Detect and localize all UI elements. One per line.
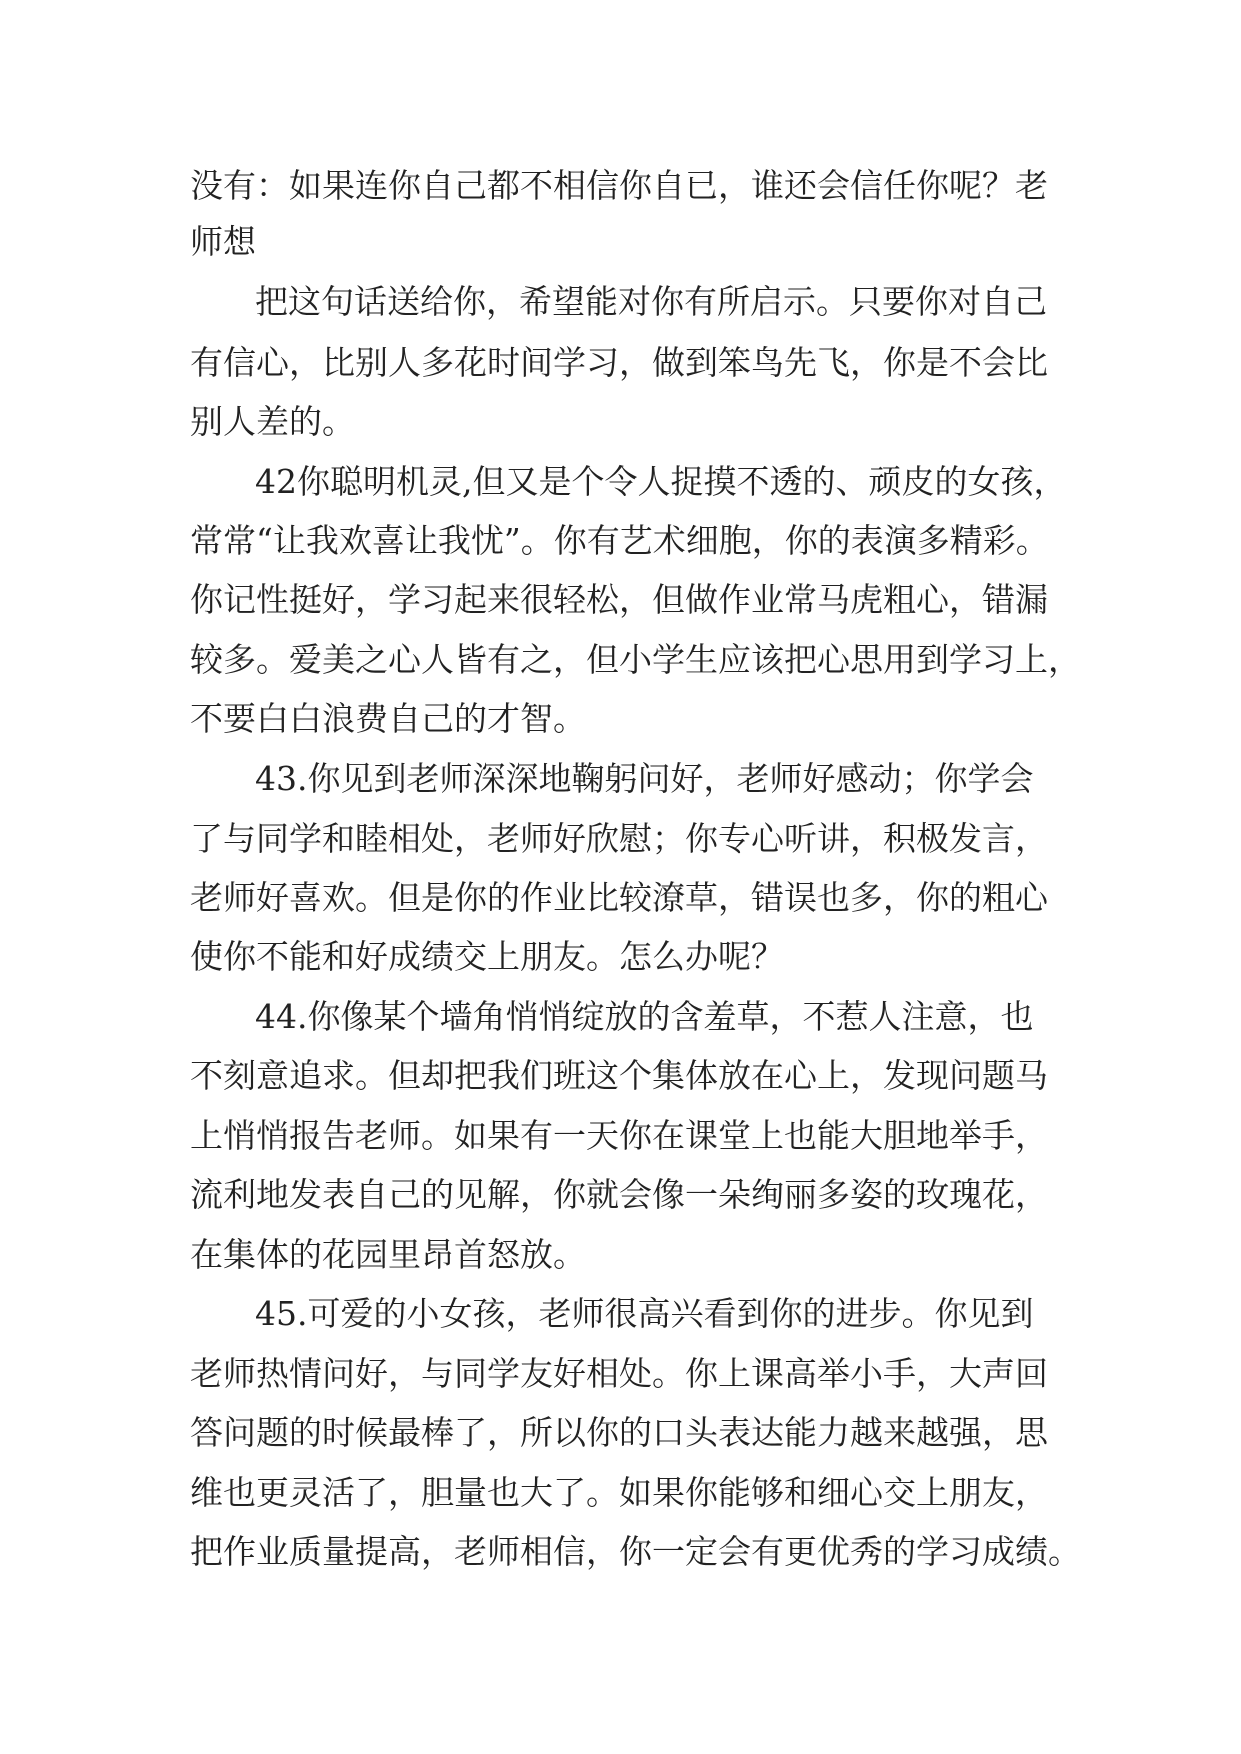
text-line: 维也更灵活了，胆量也大了。如果你能够和细心交上朋友， xyxy=(190,1473,1048,1512)
text-line: 使你不能和好成绩交上朋友。怎么办呢？ xyxy=(190,937,784,976)
text-line: 答问题的时候最棒了，所以你的口头表达能力越来越强，思 xyxy=(190,1413,1048,1452)
text-line: 在集体的花园里昂首怒放。 xyxy=(190,1235,586,1274)
text-line: 不要白白浪费自己的才智。 xyxy=(190,699,586,738)
text-line: 较多。爱美之心人皆有之，但小学生应该把心思用到学习上， xyxy=(190,640,1081,679)
text-line: 流利地发表自己的见解，你就会像一朵绚丽多姿的玫瑰花， xyxy=(190,1175,1048,1214)
text-line: 44.你像某个墙角悄悄绽放的含羞草，不惹人注意，也 xyxy=(255,997,1034,1036)
text-line: 45.可爱的小女孩，老师很高兴看到你的进步。你见到 xyxy=(255,1294,1034,1333)
text-line: 43.你见到老师深深地鞠躬问好，老师好感动；你学会 xyxy=(255,759,1034,798)
text-line: 常常“让我欢喜让我忧”。你有艺术细胞，你的表演多精彩。 xyxy=(190,521,1049,560)
text-line: 老师好喜欢。但是你的作业比较潦草，错误也多，你的粗心 xyxy=(190,878,1048,917)
text-line: 师想 xyxy=(190,222,256,261)
text-line: 有信心，比别人多花时间学习，做到笨鸟先飞，你是不会比 xyxy=(190,343,1048,382)
text-line: 老师热情问好，与同学友好相处。你上课高举小手，大声回 xyxy=(190,1354,1048,1393)
text-line: 42你聪明机灵,但又是个令人捉摸不透的、顽皮的女孩， xyxy=(255,462,1067,501)
text-line: 上悄悄报告老师。如果有一天你在课堂上也能大胆地举手， xyxy=(190,1116,1048,1155)
text-line: 了与同学和睦相处，老师好欣慰；你专心听讲，积极发言， xyxy=(190,819,1048,858)
text-line: 没有：如果连你自己都不相信你自已，谁还会信任你呢？老 xyxy=(190,166,1048,205)
text-line: 别人差的。 xyxy=(190,402,355,441)
text-line: 把作业质量提高，老师相信，你一定会有更优秀的学习成绩。 xyxy=(190,1532,1081,1571)
text-line: 把这句话送给你，希望能对你有所启示。只要你对自己 xyxy=(255,282,1047,321)
text-line: 你记性挺好，学习起来很轻松，但做作业常马虎粗心，错漏 xyxy=(190,580,1048,619)
text-line: 不刻意追求。但却把我们班这个集体放在心上，发现问题马 xyxy=(190,1056,1048,1095)
